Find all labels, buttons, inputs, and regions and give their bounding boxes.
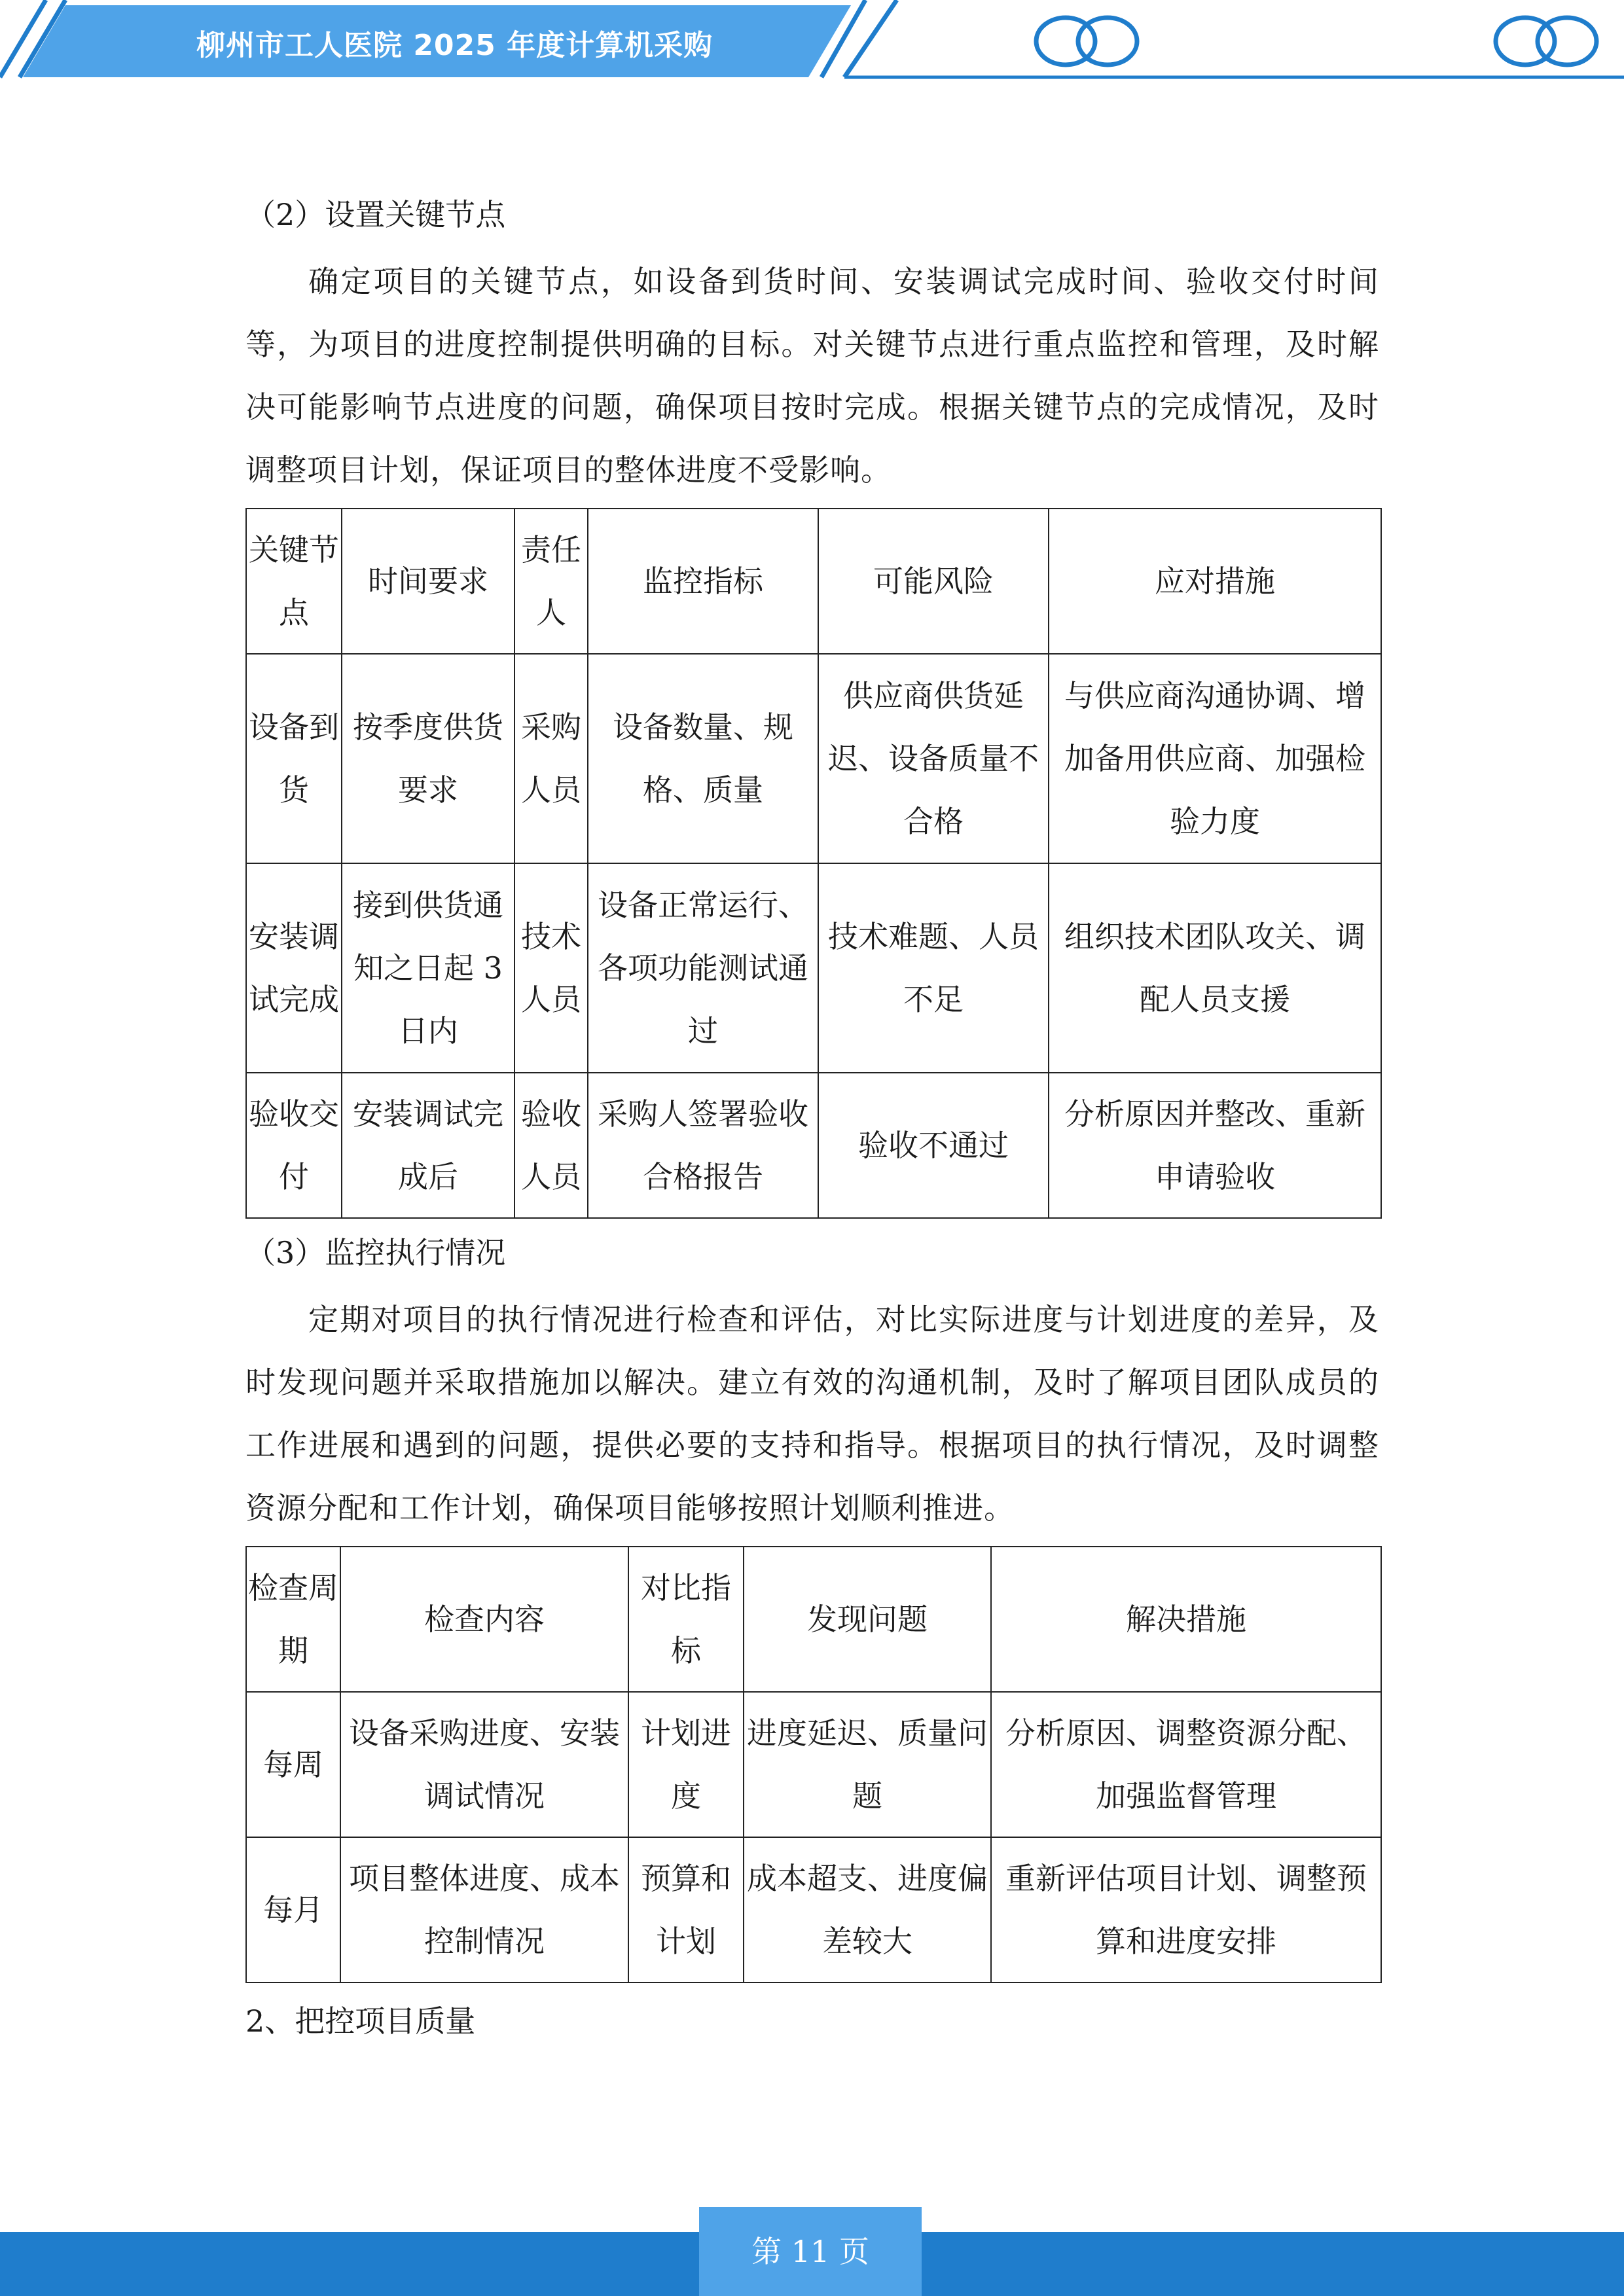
header-title: 柳州市工人医院 2025 年度计算机采购 [196, 29, 713, 62]
header-cell: 解决措施 [991, 1547, 1381, 1692]
header-cell: 可能风险 [818, 509, 1049, 654]
table-cell: 分析原因并整改、重新申请验收 [1049, 1073, 1381, 1218]
document-body [245, 190, 1379, 2056]
table-cell: 技术人员 [514, 863, 588, 1073]
table-cell: 接到供货通知之日起 3 日内 [342, 863, 514, 1073]
table-cell: 按季度供货要求 [342, 654, 514, 863]
header-cell: 关键节点 [246, 509, 342, 654]
table-cell: 设备数量、规格、质量 [588, 654, 818, 863]
key-nodes-table [245, 508, 1382, 1219]
header-cell: 监控指标 [588, 509, 818, 654]
table-cell: 进度延迟、质量问题 [744, 1692, 991, 1837]
section-heading-monitoring: （3）监控执行情况 [245, 1235, 506, 1270]
table-header-row [246, 1547, 1381, 1692]
table-cell: 设备正常运行、各项功能测试通过 [588, 863, 818, 1073]
table-cell: 设备到货 [246, 654, 342, 863]
table-cell: 安装调试完成后 [342, 1073, 514, 1218]
header-cell: 应对措施 [1049, 509, 1381, 654]
header-cell: 对比指标 [628, 1547, 744, 1692]
table-cell: 每周 [246, 1692, 340, 1837]
table-row [246, 863, 1381, 1073]
table-cell: 验收交付 [246, 1073, 342, 1218]
table-cell: 供应商供货延迟、设备质量不合格 [818, 654, 1049, 863]
page-header [0, 0, 1624, 85]
monitoring-paragraph: 定期对项目的执行情况进行检查和评估，对比实际进度与计划进度的差异，及时发现问题并采取措施加以解决。建立有效的沟通机制，及时了解项目团队成员的工作进展和遇到的问题，提供必要的支持和指导。根据项目的执行情况，及时调整资源分配和工作计划，确保项目能够按照计划顺利推进。 [245, 1302, 1379, 1526]
table-cell: 采购人员 [514, 654, 588, 863]
inspection-table [245, 1546, 1382, 1983]
table-row [246, 654, 1381, 863]
table-cell: 与供应商沟通协调、增加备用供应商、加强检验力度 [1049, 654, 1381, 863]
table-cell: 项目整体进度、成本控制情况 [340, 1837, 628, 1982]
table-cell: 计划进度 [628, 1692, 744, 1837]
table-cell: 组织技术团队攻关、调配人员支援 [1049, 863, 1381, 1073]
table-row [246, 1073, 1381, 1218]
table-cell: 技术难题、人员不足 [818, 863, 1049, 1073]
header-cell: 发现问题 [744, 1547, 991, 1692]
table-cell: 预算和计划 [628, 1837, 744, 1982]
section-heading-quality: 2、把控项目质量 [245, 2003, 476, 2039]
page-number: 第 11 页 [751, 2234, 869, 2269]
table-header-row [246, 509, 1381, 654]
table-cell: 分析原因、调整资源分配、加强监督管理 [991, 1692, 1381, 1837]
table-cell: 采购人签署验收合格报告 [588, 1073, 818, 1218]
table-cell: 设备采购进度、安装调试情况 [340, 1692, 628, 1837]
table-row [246, 1837, 1381, 1982]
header-cell: 检查周期 [246, 1547, 340, 1692]
table-cell: 验收人员 [514, 1073, 588, 1218]
table-cell: 每月 [246, 1837, 340, 1982]
header-cell: 检查内容 [340, 1547, 628, 1692]
key-nodes-paragraph: 确定项目的关键节点，如设备到货时间、安装调试完成时间、验收交付时间等，为项目的进度控制提供明确的目标。对关键节点进行重点监控和管理，及时解决可能影响节点进度的问题，确保项目按时完成。根据关键节点的完成情况，及时调整项目计划，保证项目的整体进度不受影响。 [245, 264, 1379, 488]
header-cell: 责任人 [514, 509, 588, 654]
table-cell: 重新评估项目计划、调整预算和进度安排 [991, 1837, 1381, 1982]
section-heading-key-nodes: （2）设置关键节点 [245, 197, 506, 232]
table-cell: 验收不通过 [818, 1073, 1049, 1218]
header-cell: 时间要求 [342, 509, 514, 654]
table-cell: 安装调试完成 [246, 863, 342, 1073]
table-cell: 成本超支、进度偏差较大 [744, 1837, 991, 1982]
table-row [246, 1692, 1381, 1837]
